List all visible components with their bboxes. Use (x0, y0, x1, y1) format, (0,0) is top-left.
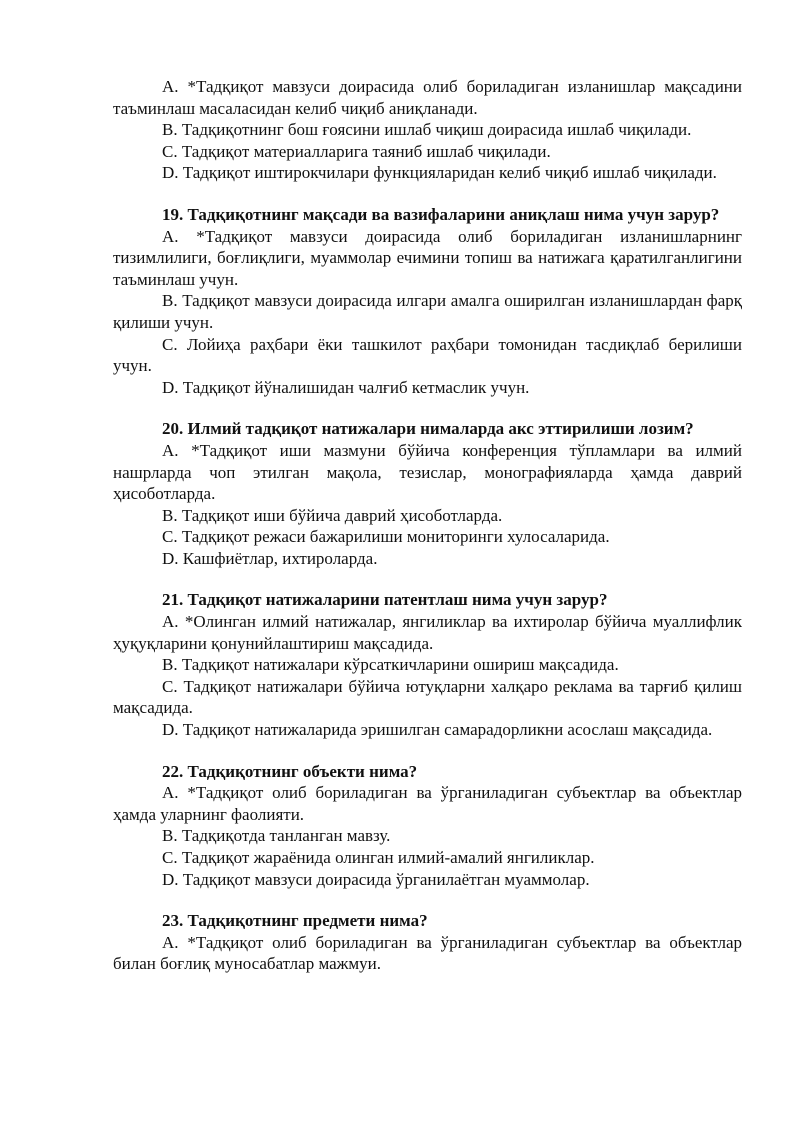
answer-option: B. Тадқиқотнинг бош ғоясини ишлаб чиқиш доирасида ишлаб чиқилади. (162, 120, 692, 140)
paragraph-spacer (113, 569, 742, 589)
question-heading: 22. Тадқиқотнинг объекти нима? (162, 761, 418, 781)
answer-option: A. *Тадқиқот мавзуси доирасида олиб бориладиган изланишларнинг тизимлилиги, боғлиқлиги, муаммолар ечимини топиш ва натижага қаратилганлигини таъминлаш учун. (113, 226, 742, 289)
paragraph-spacer (113, 890, 742, 910)
answer-option: C. Тадқиқот материалларига таяниб ишлаб чиқилади. (162, 141, 551, 161)
answer-option: C. Лойиҳа раҳбари ёки ташкилот раҳбари томонидан тасдиқлаб берилиши учун. (113, 334, 742, 376)
question-heading: 20. Илмий тадқиқот натижалари нималарда акс эттирилиши лозим? (162, 419, 694, 439)
answer-option: A. *Тадқиқот олиб бориладиган ва ўрганиладиган субъектлар ва объектлар ҳамда уларнинг фаолияти. (113, 783, 742, 824)
answer-option: C. Тадқиқот режаси бажарилиши мониторинги хулосаларида. (162, 527, 610, 547)
question-heading: 21. Тадқиқот натижаларини патентлаш нима учун зарур? (162, 590, 608, 610)
answer-option: D. Тадқиқот натижаларида эришилган самарадорликни асослаш мақсадида. (162, 720, 713, 740)
answer-option: D. Кашфиётлар, ихтироларда. (162, 548, 378, 568)
answer-option: A. *Тадқиқот олиб бориладиган ва ўрганиладиган субъектлар ва объектлар билан боғлиқ муносабатлар мажмуи. (113, 932, 742, 974)
answer-option: A. *Тадқиқот мавзуси доирасида олиб бориладиган изланишлар мақсадини таъминлаш масаласидан келиб чиқиб аниқланади. (113, 77, 742, 118)
answer-option: A. *Олинган илмий натижалар, янгиликлар ва ихтиролар бўйича муаллифлик ҳуқуқларини қонунийлаштириш мақсадида. (113, 612, 742, 653)
answer-option: B. Тадқиқот мавзуси доирасида илгари амалга оширилган изланишлардан фарқ қилиши учун. (113, 291, 742, 332)
answer-option: D. Тадқиқот йўналишидан чалғиб кетмаслик учун. (162, 377, 530, 397)
answer-option: D. Тадқиқот иштирокчилари функцияларидан келиб чиқиб ишлаб чиқилади. (162, 163, 717, 183)
answer-option: C. Тадқиқот натижалари бўйича ютуқларни халқаро реклама ва тарғиб қилиш мақсадида. (113, 676, 742, 718)
paragraph-spacer (113, 741, 742, 761)
answer-option: B. Тадқиқотда танланган мавзу. (162, 826, 391, 846)
answer-option: C. Тадқиқот жараёнида олинган илмий-амалий янгиликлар. (162, 848, 595, 867)
paragraph-spacer (113, 184, 742, 204)
paragraph-spacer (113, 398, 742, 418)
question-heading: 23. Тадқиқотнинг предмети нима? (162, 911, 428, 931)
answer-option: A. *Тадқиқот иши мазмуни бўйича конференция тўпламлари ва илмий нашрларда чоп этилган мақола, тезислар, монографияларда ҳамда даврий ҳисоботларда. (113, 440, 742, 504)
answer-option: B. Тадқиқот натижалари кўрсаткичларини ошириш мақсадида. (162, 655, 619, 675)
answer-option: D. Тадқиқот мавзуси доирасида ўрганилаётган муаммолар. (162, 869, 590, 889)
answer-option: B. Тадқиқот иши бўйича даврий ҳисоботларда. (162, 505, 503, 525)
document-page (113, 76, 742, 975)
question-heading: 19. Тадқиқотнинг мақсади ва вазифаларини аниқлаш нима учун зарур? (162, 204, 720, 224)
